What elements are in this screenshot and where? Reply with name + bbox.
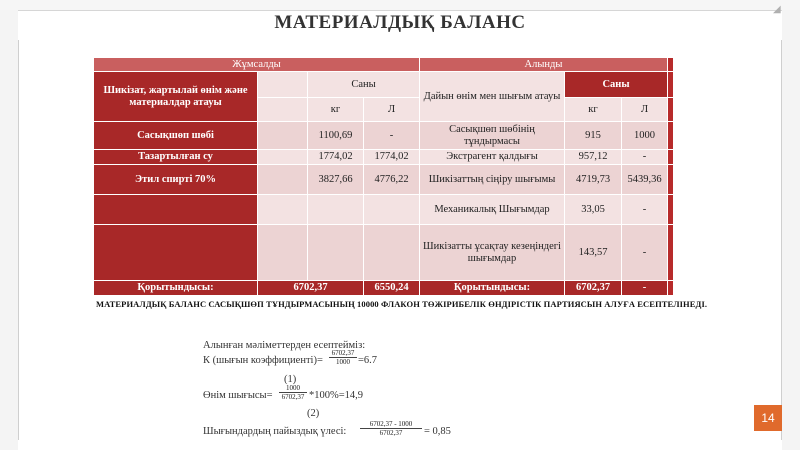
calc-line-3: Шығындардың пайыздық үлесі: bbox=[203, 426, 347, 437]
row-kg-left bbox=[308, 225, 364, 281]
table-row bbox=[94, 165, 674, 195]
row-blank-cell bbox=[258, 122, 308, 150]
row-l-left bbox=[364, 225, 420, 281]
row-kg-right: 957,12 bbox=[565, 150, 622, 165]
total-kg-left: 6702,37 bbox=[258, 281, 364, 296]
right-red-strip bbox=[668, 195, 674, 225]
fraction-2-denominator: 6702,37 bbox=[281, 393, 305, 401]
row-name-right: Экстрагент қалдығы bbox=[420, 150, 565, 165]
row-kg-left: 1100,69 bbox=[308, 122, 364, 150]
fraction-1-numerator: 6702,37 bbox=[329, 349, 357, 358]
fraction-3-denominator: 6702,37 bbox=[379, 429, 403, 437]
row-kg-right: 4719,73 bbox=[565, 165, 622, 195]
equation-number-2: (2) bbox=[307, 408, 320, 419]
unit-kg-right: кг bbox=[565, 98, 622, 122]
header-received: Алынды bbox=[420, 58, 668, 72]
calc-line-1-result: =6.7 bbox=[358, 355, 378, 366]
slide-frame-top bbox=[0, 0, 800, 10]
row-l-left: - bbox=[364, 122, 420, 150]
row-name-right: Сасықшөп шөбінің тұндырмасы bbox=[420, 122, 565, 150]
right-red-strip bbox=[668, 225, 674, 281]
right-red-strip bbox=[668, 58, 674, 72]
row-blank-cell bbox=[258, 195, 308, 225]
total-l-left: 6550,24 bbox=[364, 281, 420, 296]
header-spent: Жұмсалды bbox=[94, 58, 420, 72]
header-qty-left: Саны bbox=[308, 72, 420, 98]
fraction-3 bbox=[360, 420, 422, 437]
row-blank-cell bbox=[258, 165, 308, 195]
table-row bbox=[94, 225, 674, 281]
calc-line-3-result: = 0,85 bbox=[424, 426, 451, 437]
equation-number-1: (1) bbox=[284, 374, 297, 385]
fraction-1 bbox=[329, 349, 357, 366]
row-kg-left: 1774,02 bbox=[308, 150, 364, 165]
corner-arrow-icon: ◢ bbox=[773, 4, 781, 15]
right-red-strip bbox=[668, 165, 674, 195]
table-row bbox=[94, 150, 674, 165]
right-red-strip bbox=[668, 150, 674, 165]
right-red-strip bbox=[668, 122, 674, 150]
row-l-right: - bbox=[622, 225, 668, 281]
row-kg-left bbox=[308, 195, 364, 225]
slide-left-rule bbox=[18, 40, 19, 440]
row-name-right: Механикалық Шығымдар bbox=[420, 195, 565, 225]
row-l-right: 1000 bbox=[622, 122, 668, 150]
calc-line-1 bbox=[203, 355, 323, 366]
row-kg-right: 33,05 bbox=[565, 195, 622, 225]
row-kg-right: 143,57 bbox=[565, 225, 622, 281]
row-name-left: Этил спирті 70% bbox=[94, 165, 258, 195]
header-materials: Шикізат, жартылай өнім және материалдар атауы bbox=[94, 72, 258, 122]
calc-line-1-text: К (шығын коэффициенті)= bbox=[203, 355, 323, 366]
fraction-3-numerator: 6702,37 - 1000 bbox=[360, 420, 422, 429]
row-l-left bbox=[364, 195, 420, 225]
table-row bbox=[94, 122, 674, 150]
header-blank-cell bbox=[258, 98, 308, 122]
total-row bbox=[94, 281, 674, 296]
row-name-right: Шикізаттың сіңіру шығымы bbox=[420, 165, 565, 195]
right-red-strip bbox=[668, 281, 674, 296]
row-l-left: 1774,02 bbox=[364, 150, 420, 165]
row-kg-left: 3827,66 bbox=[308, 165, 364, 195]
row-l-right: - bbox=[622, 150, 668, 165]
material-balance-table bbox=[93, 57, 674, 296]
right-red-strip bbox=[668, 98, 674, 122]
total-label-left: Қорытындысы: bbox=[94, 281, 258, 296]
unit-l-left: Л bbox=[364, 98, 420, 122]
slide-top-rule bbox=[18, 10, 782, 11]
row-name-left: Сасықшөп шөбі bbox=[94, 122, 258, 150]
slide-right-rule bbox=[781, 40, 782, 440]
header-products: Дайын өнім мен шығым атауы bbox=[420, 72, 565, 122]
header-qty-right: Саны bbox=[565, 72, 668, 98]
page-number-badge: 14 bbox=[754, 405, 782, 431]
row-blank-cell bbox=[258, 150, 308, 165]
row-name-right: Шикізатты ұсақтау кезеңіндегі шығымдар bbox=[420, 225, 565, 281]
slide-frame-right bbox=[782, 0, 800, 450]
total-label-right: Қорытындысы: bbox=[420, 281, 565, 296]
slide-frame-left bbox=[0, 0, 18, 450]
calc-line-2-result: *100%=14,9 bbox=[309, 390, 364, 401]
fraction-1-denominator: 1000 bbox=[336, 358, 350, 366]
fraction-2-numerator: 1000 bbox=[279, 384, 307, 393]
table-row bbox=[94, 195, 674, 225]
unit-l-right: Л bbox=[622, 98, 668, 122]
calc-line-2: Өнім шығысы= bbox=[203, 390, 273, 401]
fraction-2 bbox=[279, 384, 307, 401]
right-red-strip bbox=[668, 72, 674, 98]
row-l-left: 4776,22 bbox=[364, 165, 420, 195]
row-name-left bbox=[94, 225, 258, 281]
calc-intro: Алынған мәліметтерден есептейміз: bbox=[203, 340, 366, 351]
row-kg-right: 915 bbox=[565, 122, 622, 150]
row-blank-cell bbox=[258, 225, 308, 281]
row-l-right: 5439,36 bbox=[622, 165, 668, 195]
header-blank-cell bbox=[258, 72, 308, 98]
total-kg-right: 6702,37 bbox=[565, 281, 622, 296]
row-name-left bbox=[94, 195, 258, 225]
row-l-right: - bbox=[622, 195, 668, 225]
row-name-left: Тазартылған су bbox=[94, 150, 258, 165]
unit-kg-left: кг bbox=[308, 98, 364, 122]
total-l-right: - bbox=[622, 281, 668, 296]
slide-title: МАТЕРИАЛДЫҚ БАЛАНС bbox=[274, 12, 526, 33]
balance-note: МАТЕРИАЛДЫҚ БАЛАНС САСЫҚШӨП ТҰНДЫРМАСЫНЫҢ 10000 ФЛАКОН ТӨЖІРИБЕЛІК ӨНДІРІСТІК ПАРТИЯСЫН АЛУҒА ЕСЕПТЕЛІНЕДІ. bbox=[96, 299, 708, 309]
